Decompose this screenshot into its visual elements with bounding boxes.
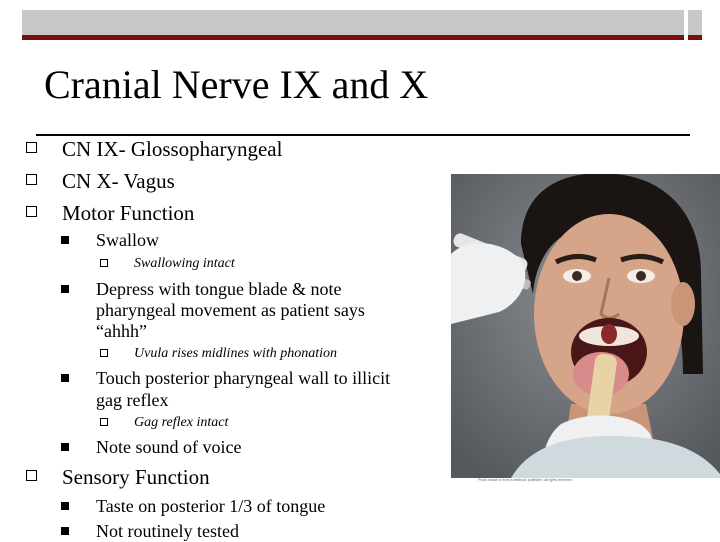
- hollow-square-bullet-icon: [26, 470, 37, 481]
- bullet-uvula-rises: [134, 345, 337, 363]
- header-bar-end: [688, 10, 702, 40]
- bullet-cn-ix: [62, 137, 282, 161]
- bullet-text: pharyngeal movement as patient says: [96, 300, 365, 320]
- bullet-text: Taste on posterior 1/3 of tongue: [96, 496, 326, 516]
- photo-credit: Photo shown is from a textbook publisher; all rights reserved.: [478, 478, 573, 482]
- bullet-sensory-function: [62, 465, 210, 489]
- bullet-depress-tongue-line2: [96, 300, 365, 321]
- bullet-text: Uvula rises midlines with phonation: [134, 346, 337, 361]
- bullet-depress-tongue-line3: [96, 321, 147, 342]
- bullet-note-voice: [96, 437, 241, 458]
- hollow-square-bullet-icon: [26, 142, 37, 153]
- hollow-square-bullet-icon: [100, 349, 108, 357]
- bullet-text: Swallow: [96, 230, 159, 250]
- bullet-text: Depress with tongue blade & note: [96, 279, 342, 299]
- hollow-square-bullet-icon: [100, 418, 108, 426]
- hollow-square-bullet-icon: [100, 259, 108, 267]
- hollow-square-bullet-icon: [26, 174, 37, 185]
- bullet-text: CN IX- Glossopharyngeal: [62, 137, 283, 161]
- bullet-text: gag reflex: [96, 390, 169, 410]
- bullet-not-routinely-tested: [96, 521, 239, 542]
- bullet-text: Touch posterior pharyngeal wall to illicit: [96, 368, 391, 388]
- title-divider: [36, 134, 690, 136]
- bullet-cn-x: [62, 169, 175, 193]
- bullet-text: Gag reflex intact: [134, 415, 229, 430]
- bullet-swallowing-intact: [134, 255, 235, 273]
- filled-square-bullet-icon: [61, 374, 69, 382]
- bullet-motor-function: [62, 201, 194, 225]
- bullet-text: Motor Function: [62, 201, 195, 225]
- bullet-taste-posterior: [96, 496, 325, 517]
- hollow-square-bullet-icon: [26, 206, 37, 217]
- bullet-text: “ahhh”: [96, 321, 147, 341]
- header-bar: [22, 10, 684, 40]
- filled-square-bullet-icon: [61, 527, 69, 535]
- bullet-text: Not routinely tested: [96, 521, 239, 541]
- patient-gag-reflex-illustration: [451, 174, 720, 478]
- bullet-depress-tongue: [96, 279, 341, 300]
- bullet-text: Note sound of voice: [96, 437, 242, 457]
- bullet-touch-pharyngeal-line2: [96, 390, 168, 411]
- bullet-text: Swallowing intact: [134, 256, 235, 271]
- filled-square-bullet-icon: [61, 502, 69, 510]
- bullet-gag-reflex-intact: [134, 414, 228, 432]
- bullet-swallow: [96, 230, 159, 251]
- filled-square-bullet-icon: [61, 285, 69, 293]
- exam-photo: [451, 174, 720, 478]
- filled-square-bullet-icon: [61, 236, 69, 244]
- bullet-touch-pharyngeal: [96, 368, 390, 389]
- bullet-text: Sensory Function: [62, 465, 210, 489]
- bullet-text: CN X- Vagus: [62, 169, 175, 193]
- filled-square-bullet-icon: [61, 443, 69, 451]
- slide-title: Cranial Nerve IX and X: [44, 62, 429, 107]
